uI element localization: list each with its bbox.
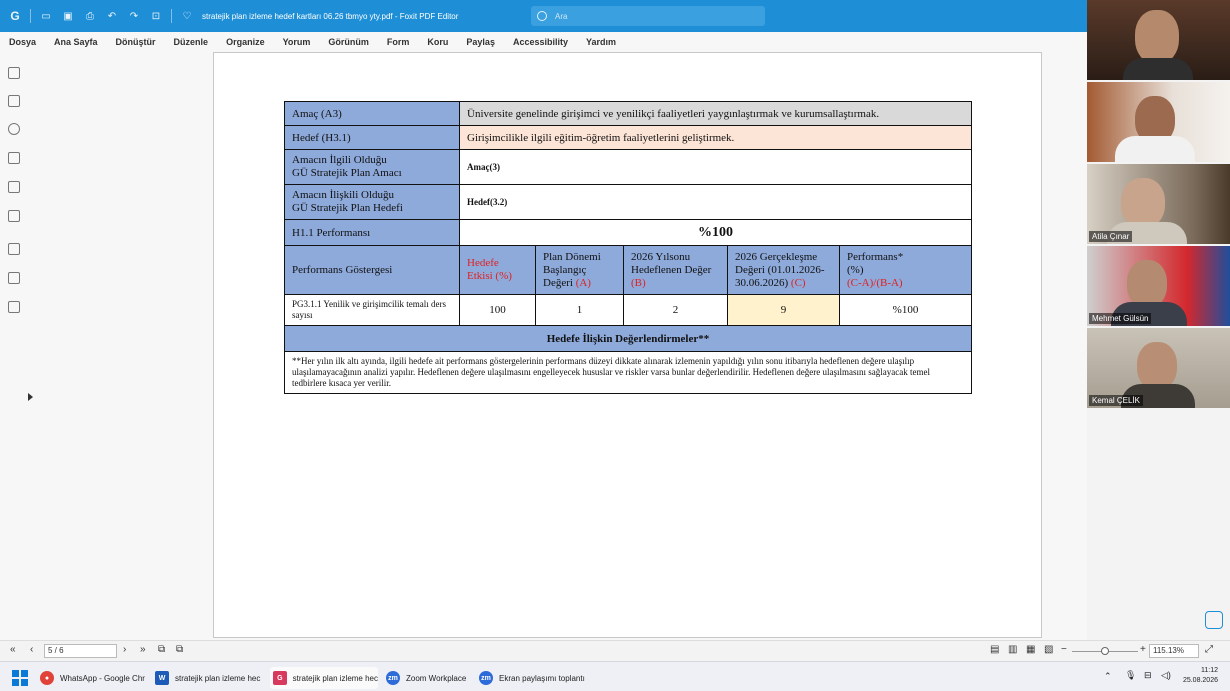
extract-page-icon[interactable]: ⧉	[176, 644, 184, 655]
redo-icon[interactable]: ↷	[129, 10, 139, 22]
taskbar-zoom-label: Zoom Workplace	[406, 673, 467, 683]
participant-name: Kemal ÇELİK	[1089, 395, 1143, 406]
ilgili-amac-label-line2: GÜ Stratejik Plan Amacı	[292, 167, 402, 179]
word-icon: W	[155, 671, 169, 685]
iliskili-hedef-label	[285, 185, 460, 220]
menu-ana-sayfa[interactable]: Ana Sayfa	[54, 37, 98, 47]
col-baslangic-header	[536, 246, 624, 295]
performans-label: H1.1 Performansı	[285, 220, 460, 246]
zoom-slider-thumb[interactable]	[1101, 647, 1109, 655]
signature-icon[interactable]	[8, 272, 20, 284]
col-etki-line2: Etkisi (%)	[467, 270, 512, 282]
participant-body	[1115, 136, 1195, 162]
zoom-in-icon[interactable]: +	[1140, 644, 1146, 655]
left-sidebar	[0, 52, 28, 640]
taskbar-word-label: stratejik plan izleme hec	[175, 673, 261, 683]
menu-yorum[interactable]: Yorum	[282, 37, 311, 47]
video-tile-3[interactable]	[1087, 164, 1230, 244]
compare-icon[interactable]	[8, 301, 20, 313]
video-panel-background	[1087, 410, 1230, 640]
col-perf-line2: (%)	[847, 263, 864, 276]
menu-dosya[interactable]: Dosya	[9, 37, 37, 47]
video-tile-1[interactable]	[1087, 0, 1230, 80]
microphone-icon[interactable]: 🎙	[1125, 670, 1137, 680]
col-etki-header	[460, 246, 536, 295]
tray-chevron-icon[interactable]: ⌃	[1104, 671, 1112, 681]
menu-form[interactable]: Form	[386, 37, 410, 47]
row-baslangic: 1	[536, 295, 624, 326]
col-hedef-line3: (B)	[631, 276, 646, 289]
foxit-icon: G	[273, 671, 287, 685]
divider	[30, 9, 31, 23]
page-number: 5 / 6	[48, 646, 64, 655]
undo-icon[interactable]: ↶	[107, 10, 117, 22]
next-page-icon[interactable]: ›	[123, 644, 127, 655]
continuous-icon[interactable]: ▥	[1008, 644, 1018, 655]
participant-name: Mehmet Gülsün	[1089, 313, 1151, 324]
menu-koru[interactable]: Koru	[427, 37, 449, 47]
col-perf-line1: Performans*	[847, 250, 904, 263]
ilgili-amac-label-line1: Amacın İlgili Olduğu	[292, 154, 387, 166]
col-gercek-line2: Değeri (01.01.2026-	[735, 263, 825, 276]
page-number-input[interactable]	[44, 644, 117, 658]
menu-organize[interactable]: Organize	[226, 37, 265, 47]
hedef-label: Hedef (H3.1)	[285, 126, 460, 150]
zoom-icon: zm	[386, 671, 400, 685]
screenshot-icon[interactable]: ⊡	[151, 10, 161, 22]
lock-icon[interactable]	[8, 210, 20, 222]
col-baslangic-line2: Başlangıç	[543, 263, 587, 276]
ilgili-amac-value: Amaç(3)	[460, 150, 972, 185]
col-baslangic-line1: Plan Dönemi	[543, 250, 601, 263]
clock-time: 11:12	[1201, 667, 1218, 674]
menu-gorunum[interactable]: Görünüm	[328, 37, 369, 47]
taskbar-chrome[interactable]	[40, 667, 148, 689]
iliskili-hedef-value: Hedef(3.2)	[460, 185, 972, 220]
row-label: PG3.1.1 Yenilik ve girişimcilik temalı ders sayısı	[285, 295, 460, 326]
expand-panel-icon[interactable]	[28, 393, 33, 401]
layers-icon[interactable]	[8, 152, 20, 164]
taskbar-share-label: Ekran paylaşımı toplantı	[499, 673, 585, 683]
participant-face	[1127, 260, 1167, 308]
clock-date: 25.08.2026	[1182, 677, 1218, 684]
save-icon[interactable]: ▣	[63, 10, 73, 22]
menu-paylas[interactable]: Paylaş	[466, 37, 495, 47]
participant-face	[1121, 178, 1165, 228]
pdf-page	[213, 52, 1042, 638]
video-tile-4[interactable]	[1087, 246, 1230, 326]
status-bar	[0, 640, 1230, 661]
col-baslangic-line3: Değeri	[543, 276, 573, 289]
taskbar-foxit-label: stratejik plan izleme hec	[292, 673, 378, 683]
gosterge-label: Performans Göstergesi	[285, 246, 460, 295]
cover-icon[interactable]: ▧	[1044, 644, 1054, 655]
performans-value: %100	[460, 220, 972, 246]
windows-icon	[12, 670, 28, 686]
row-etki: 100	[460, 295, 536, 326]
comment-icon[interactable]	[8, 123, 20, 135]
divider	[171, 9, 172, 23]
row-perf: %100	[840, 295, 972, 326]
participant-face	[1137, 342, 1177, 390]
video-tile-5[interactable]	[1087, 328, 1230, 408]
facing-icon[interactable]: ▦	[1026, 644, 1036, 655]
zoom-share-icon: zm	[479, 671, 493, 685]
taskbar-chrome-label: WhatsApp - Google Chr	[60, 673, 145, 683]
search-input[interactable]	[531, 6, 765, 26]
col-etki-line1: Hedefe	[467, 257, 499, 269]
participant-face	[1135, 10, 1179, 64]
col-hedef-line1: 2026 Yılsonu	[631, 250, 691, 263]
col-baslangic-line4: (A)	[575, 276, 591, 289]
menu-yardim[interactable]: Yardım	[585, 37, 616, 47]
col-perf-header	[840, 246, 972, 295]
col-gercek-line4: (C)	[790, 276, 806, 289]
clock[interactable]	[1180, 666, 1218, 686]
bookmark-icon[interactable]	[8, 67, 20, 79]
menu-accessibility[interactable]: Accessibility	[512, 37, 568, 47]
menu-duzenle[interactable]: Düzenle	[173, 37, 209, 47]
taskbar-zoom[interactable]	[386, 667, 471, 689]
taskbar	[0, 661, 1230, 691]
first-page-icon[interactable]: «	[10, 644, 16, 655]
fullscreen-icon[interactable]: ⤢	[1205, 644, 1213, 655]
col-hedef-header	[624, 246, 728, 295]
taskbar-foxit[interactable]	[270, 667, 378, 689]
print-icon[interactable]: ⎙	[86, 10, 94, 22]
footnote: **Her yılın ilk altı ayında, ilgili hedefe ait performans göstergelerinin performans düzeyi dikkate alınarak izlemenin yapıldığı yılın sonu itibarıyla hedeflenen değere ulaşılıp ulaşılamayacağının analizi yapılır. Hedeflenen değere ulaşılmasını engelleyecek hususlar ve riskler varsa bunlar değerlendirilir. Hedeflenen değere ulaşılmasını sağlayacak temel tedbirlere kısaca yer verilir.	[285, 352, 972, 394]
row-gercek: 9	[728, 295, 840, 326]
pages-icon[interactable]	[8, 95, 20, 107]
iliskili-hedef-label-line1: Amacın İlişkili Olduğu	[292, 189, 395, 201]
volume-icon[interactable]: ◁)	[1161, 670, 1171, 680]
chrome-icon: ●	[40, 671, 54, 685]
foxit-logo-icon: G	[10, 9, 20, 23]
copy-page-icon[interactable]: ⧉	[158, 644, 166, 655]
open-folder-icon[interactable]: ▭	[41, 10, 51, 22]
degerlendirme-title: Hedefe İlişkin Değerlendirmeler**	[285, 326, 972, 352]
search-placeholder: Ara	[555, 11, 568, 21]
ilgili-amac-label	[285, 150, 460, 185]
col-gercek-header	[728, 246, 840, 295]
amac-label: Amaç (A3)	[285, 102, 460, 126]
col-gercek-line3: 30.06.2026)	[735, 276, 789, 289]
zoom-level-select[interactable]	[1149, 644, 1199, 658]
menu-donustur[interactable]: Dönüştür	[115, 37, 156, 47]
amac-value: Üniversite genelinde girişimci ve yenilikçi faaliyetleri yaygınlaştırmak ve kurumsallaştırmak.	[460, 102, 972, 126]
single-page-icon[interactable]: ▤	[990, 644, 1000, 655]
video-tile-2[interactable]	[1087, 82, 1230, 162]
participant-name: Atila Çınar	[1089, 231, 1132, 242]
network-icon[interactable]: ⊟	[1144, 670, 1152, 680]
start-button[interactable]	[12, 667, 28, 689]
col-gercek-line1: 2026 Gerçekleşme	[735, 250, 818, 263]
document-icon[interactable]	[8, 243, 20, 255]
participant-body	[1123, 58, 1193, 80]
last-page-icon[interactable]: »	[140, 644, 146, 655]
hedef-value: Girişimcilikle ilgili eğitim-öğretim faaliyetlerini geliştirmek.	[460, 126, 972, 150]
col-hedef-line2: Hedeflenen Değer	[631, 263, 712, 276]
row-hedef: 2	[624, 295, 728, 326]
iliskili-hedef-label-line2: GÜ Stratejik Plan Hedefi	[292, 202, 403, 214]
zoom-level: 115.13%	[1153, 646, 1184, 655]
zoom-out-icon[interactable]: −	[1061, 644, 1067, 655]
taskbar-share[interactable]	[479, 667, 589, 689]
menu-bar	[0, 32, 1087, 52]
search-icon	[537, 11, 547, 21]
col-perf-line3: (C-A)/(B-A)	[847, 276, 903, 289]
prev-page-icon[interactable]: ‹	[30, 644, 34, 655]
window-title: stratejik plan izleme hedef kartları 06.26 tbmyo yty.pdf - Foxit PDF Editor	[202, 11, 459, 21]
taskbar-word[interactable]	[155, 667, 263, 689]
shield-icon[interactable]: ♡	[182, 10, 192, 22]
goal-card-table	[284, 101, 972, 394]
assistant-icon[interactable]	[1205, 611, 1223, 629]
attachment-icon[interactable]	[8, 181, 20, 193]
